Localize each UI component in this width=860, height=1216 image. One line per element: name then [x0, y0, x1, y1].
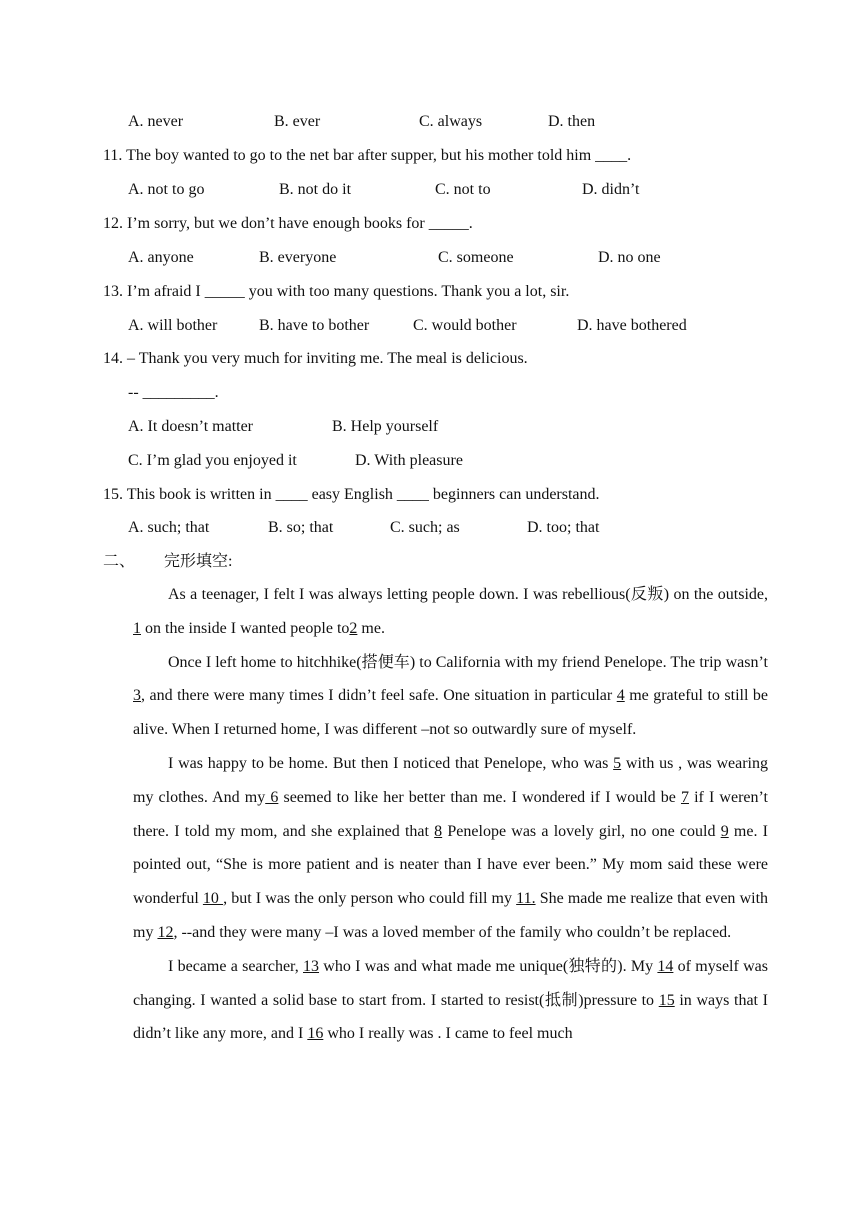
blank-10[interactable]: 10 — [202, 890, 224, 908]
blank-1[interactable]: 1 — [133, 619, 141, 637]
q14-reply: -- _________. — [128, 384, 219, 401]
blank-13[interactable]: 13 — [303, 957, 320, 975]
blank-5[interactable]: 5 — [613, 754, 622, 772]
blank-9[interactable]: 9 — [720, 822, 729, 840]
q11-option-a[interactable]: A. not to go — [128, 181, 205, 198]
blank-7[interactable]: 7 — [680, 788, 689, 806]
passage-paragraph-2: Once I left home to hitchhike(搭便车) to California with my friend Penelope. The trip wasn’t 3, and there were many times I didn’t feel safe. One situation in particular 4 me grateful to still be alive. When I returned home, I was different –not so outwardly sure of myself. — [133, 653, 768, 739]
q14-option-a[interactable]: A. It doesn’t matter — [128, 418, 254, 435]
q12-option-c[interactable]: C. someone — [438, 249, 514, 266]
q11-option-d[interactable]: D. didn’t — [582, 181, 640, 198]
q10-option-b[interactable]: B. ever — [274, 113, 321, 130]
q10-option-d[interactable]: D. then — [548, 113, 596, 130]
cloze-passage — [133, 578, 768, 1051]
blank-8[interactable]: 8 — [434, 822, 443, 840]
q12-option-a[interactable]: A. anyone — [128, 249, 194, 266]
blank-6[interactable]: 6 — [265, 788, 279, 806]
q14-option-d[interactable]: D. With pleasure — [355, 452, 463, 469]
passage-paragraph-4: I became a searcher, 13 who I was and what made me unique(独特的). My 14 of myself was changing. I wanted a solid base to start from. I started to resist(抵制)pressure to 15 in ways that I didn’t like any more, and I 16 who I really was . I came to feel much — [133, 957, 768, 1043]
q15-option-a[interactable]: A. such; that — [128, 519, 210, 536]
blank-15[interactable]: 15 — [658, 991, 675, 1009]
q13-option-d[interactable]: D. have bothered — [577, 317, 687, 334]
q15-option-d[interactable]: D. too; that — [527, 519, 600, 536]
blank-12[interactable]: 12 — [157, 923, 174, 941]
q15-option-b[interactable]: B. so; that — [268, 519, 334, 536]
passage-paragraph-1: As a teenager, I felt I was always letting people down. I was rebellious(反叛) on the outside, 1 on the inside I wanted people to2 me. — [133, 586, 768, 637]
q13-option-b[interactable]: B. have to bother — [259, 317, 370, 334]
q14-option-b[interactable]: B. Help yourself — [332, 418, 439, 435]
q11-stem: 11. The boy wanted to go to the net bar after supper, but his mother told him ____. — [103, 147, 632, 164]
q13-stem: 13. I’m afraid I _____ you with too many questions. Thank you a lot, sir. — [103, 283, 570, 300]
q12-option-b[interactable]: B. everyone — [259, 249, 337, 266]
blank-3[interactable]: 3 — [133, 687, 141, 705]
section-title: 完形填空: — [164, 553, 233, 570]
q14-option-c[interactable]: C. I’m glad you enjoyed it — [128, 452, 297, 469]
q14-stem: 14. – Thank you very much for inviting me. The meal is delicious. — [103, 350, 528, 367]
blank-4[interactable]: 4 — [616, 687, 625, 705]
q13-option-a[interactable]: A. will bother — [128, 317, 218, 334]
blank-11[interactable]: 11. — [516, 890, 536, 908]
q10-option-a[interactable]: A. never — [128, 113, 184, 130]
q13-option-c[interactable]: C. would bother — [413, 317, 517, 334]
q15-stem: 15. This book is written in ____ easy English ____ beginners can understand. — [103, 486, 600, 503]
q12-stem: 12. I’m sorry, but we don’t have enough books for _____. — [103, 215, 473, 232]
q12-option-d[interactable]: D. no one — [598, 249, 661, 266]
blank-16[interactable]: 16 — [307, 1025, 324, 1043]
q15-option-c[interactable]: C. such; as — [390, 519, 460, 536]
q11-option-c[interactable]: C. not to — [435, 181, 491, 198]
q11-option-b[interactable]: B. not do it — [279, 181, 352, 198]
q10-option-c[interactable]: C. always — [419, 113, 483, 130]
passage-paragraph-3: I was happy to be home. But then I noticed that Penelope, who was 5 with us , was wearing my clothes. And my 6 seemed to like her better than me. I wondered if I would be 7 if I weren’t there. I told my mom, and she explained that 8 Penelope was a lovely girl, no one could 9 me. I pointed out, “She is more patient and is neater than I have ever been.” My mom said these were wonderful 10 , but I was the only person who could fill my 11. She made me realize that even with my 12, --and they were many –I was a loved member of the family who couldn’t be replaced. — [133, 754, 769, 941]
section-number: 二、 — [103, 553, 136, 570]
blank-2[interactable]: 2 — [349, 619, 358, 637]
blank-14[interactable]: 14 — [657, 957, 674, 975]
